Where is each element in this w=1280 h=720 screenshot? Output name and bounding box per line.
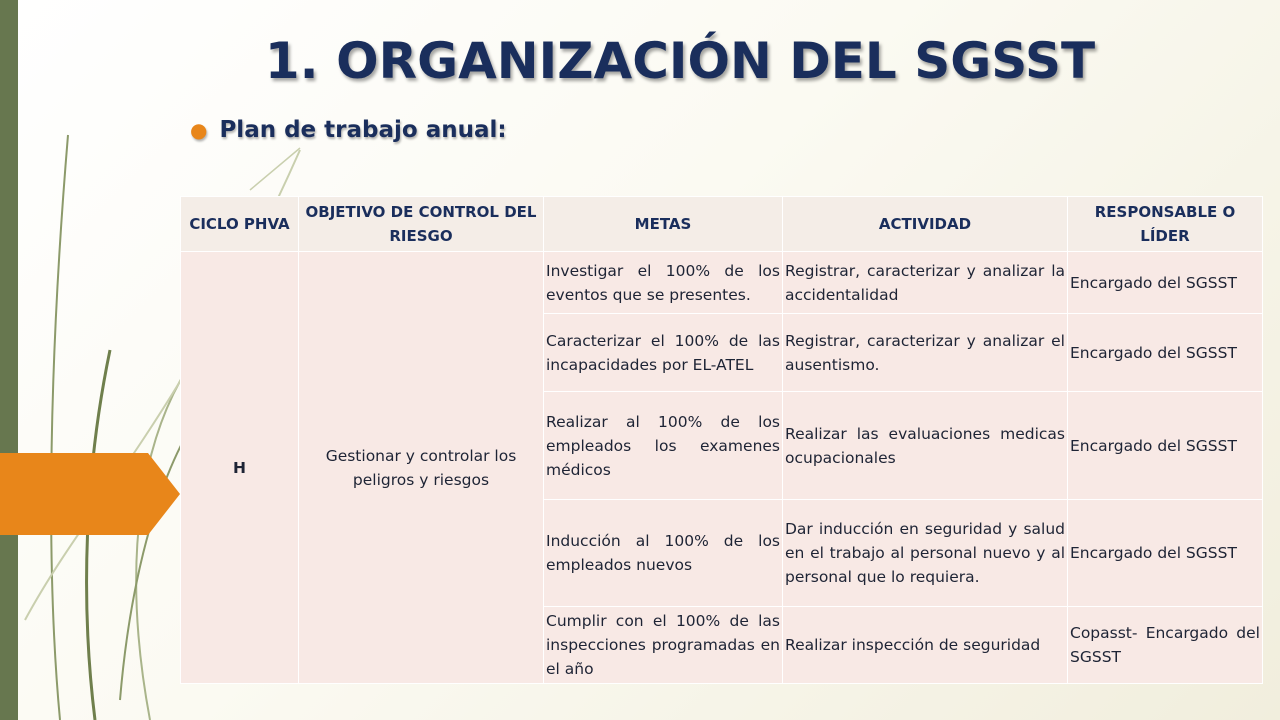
bullet-icon: ● (190, 118, 208, 142)
objective-cell: Gestionar y controlar los peligros y riesgos (299, 252, 544, 684)
activity-cell: Realizar las evaluaciones medicas ocupacionales (783, 392, 1068, 500)
meta-cell: Caracterizar el 100% de las incapacidades por EL-ATEL (544, 314, 783, 392)
slide-title: 1. ORGANIZACIÓN DEL SGSST (264, 32, 1096, 90)
table-header-row (181, 197, 1263, 252)
responsible-cell: Encargado del SGSST (1068, 500, 1263, 607)
meta-cell: Investigar el 100% de los eventos que se presentes. (544, 252, 783, 314)
activity-cell: Registrar, caracterizar y analizar la accidentalidad (783, 252, 1068, 314)
responsible-cell: Encargado del SGSST (1068, 392, 1263, 500)
activity-cell: Realizar inspección de seguridad (783, 607, 1068, 684)
orange-arrow-tab (0, 453, 180, 535)
activity-cell: Registrar, caracterizar y analizar el ausentismo. (783, 314, 1068, 392)
meta-cell: Cumplir con el 100% de las inspecciones programadas en el año (544, 607, 783, 684)
header-objetivo: OBJETIVO DE CONTROL DEL RIESGO (299, 197, 544, 252)
responsible-cell: Encargado del SGSST (1068, 252, 1263, 314)
table-row (181, 252, 1263, 314)
responsible-cell: Encargado del SGSST (1068, 314, 1263, 392)
header-actividad: ACTIVIDAD (783, 197, 1068, 252)
responsible-cell: Copasst- Encargado del SGSST (1068, 607, 1263, 684)
meta-cell: Inducción al 100% de los empleados nuevos (544, 500, 783, 607)
subtitle (190, 112, 507, 148)
header-ciclo: CICLO PHVA (181, 197, 299, 252)
header-metas: METAS (544, 197, 783, 252)
header-responsable: RESPONSABLE O LÍDER (1068, 197, 1263, 252)
work-plan-table (180, 196, 1263, 684)
cycle-cell: H (181, 252, 299, 684)
subtitle-text: Plan de trabajo anual: (219, 117, 507, 143)
activity-cell: Dar inducción en seguridad y salud en el trabajo al personal nuevo y al personal que lo requiera. (783, 500, 1068, 607)
meta-cell: Realizar al 100% de los empleados los examenes médicos (544, 392, 783, 500)
